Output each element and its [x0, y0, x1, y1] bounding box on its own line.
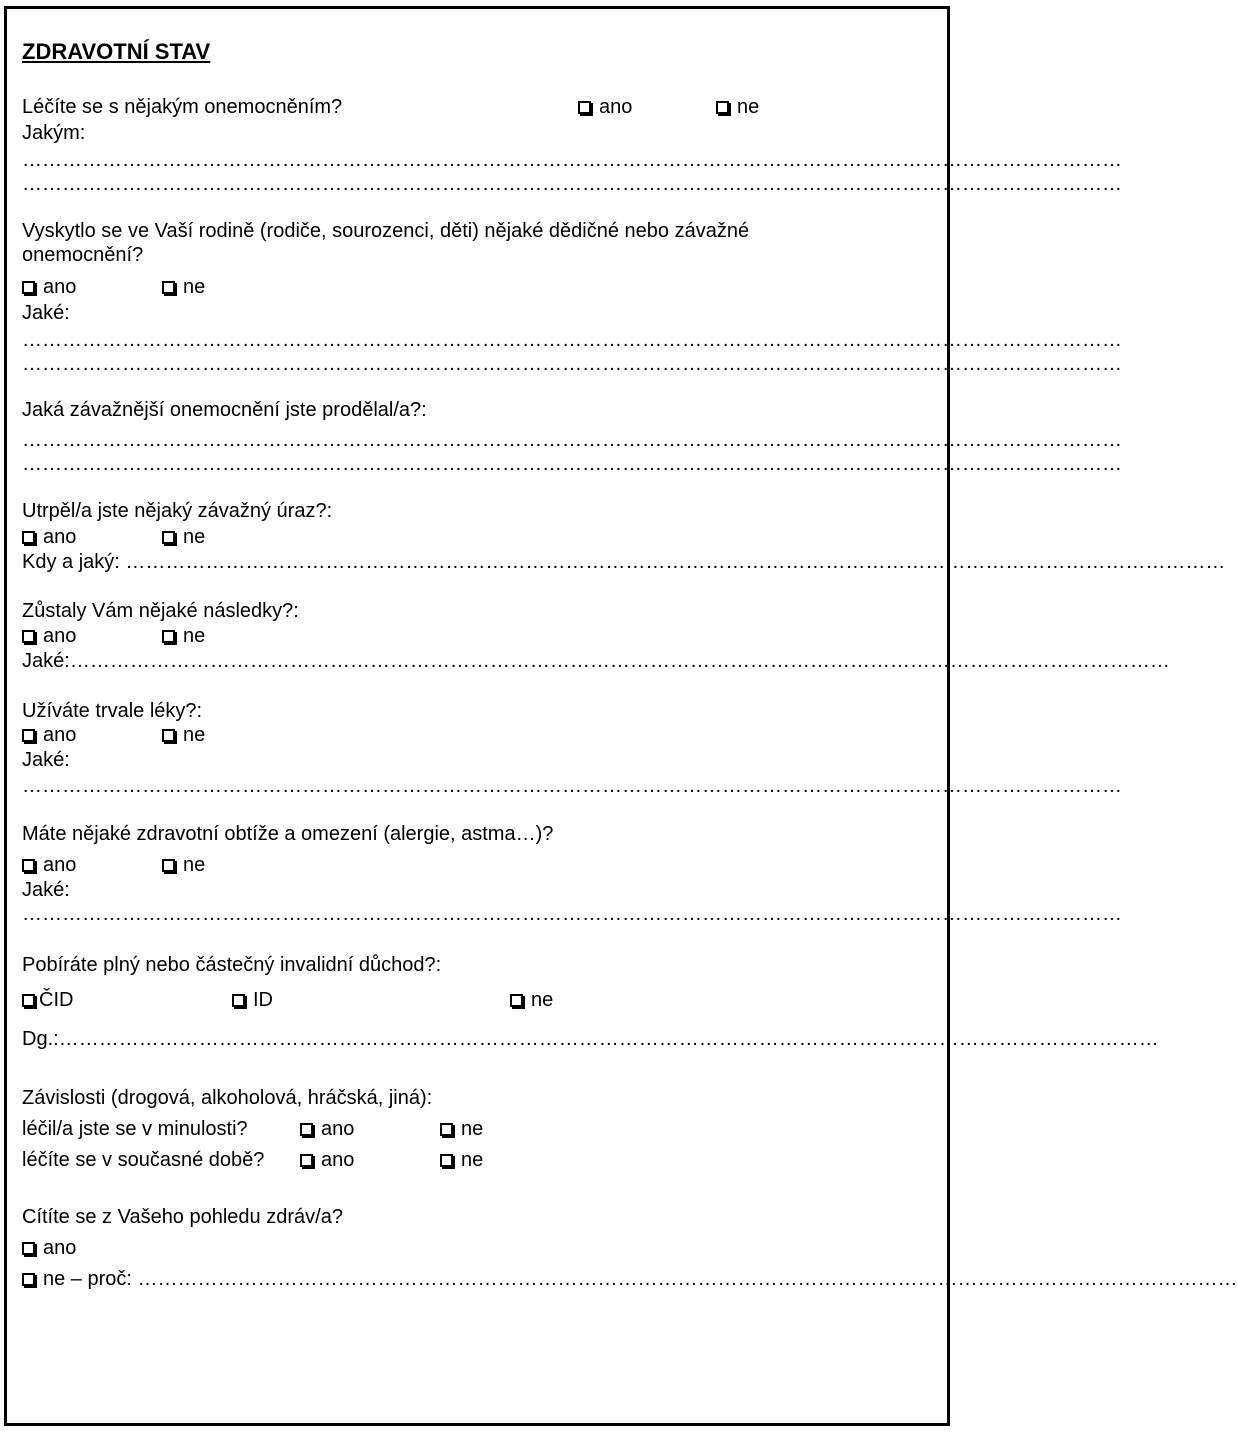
q1-ano-checkbox[interactable]: ano [578, 95, 632, 119]
q8-sub-label: Dg.: [22, 1028, 59, 1050]
q3-answer-line-1[interactable]: ………………………………………………………………………………………………………………………………………………… [22, 429, 1122, 451]
q2-answer-line-1[interactable]: ………………………………………………………………………………………………………………………………………………… [22, 329, 1122, 351]
q1-question: Léčíte se s nějakým onemocněním? [22, 96, 343, 118]
checkbox-icon [22, 1242, 35, 1255]
q6-ne-checkbox[interactable]: ne [162, 723, 205, 747]
q10-question: Cítíte se z Vašeho pohledu zdráv/a? [22, 1206, 343, 1228]
q2-question-line2: onemocnění? [22, 244, 144, 266]
q1-answer-line-2[interactable]: ………………………………………………………………………………………………………………………………………………… [22, 173, 1122, 195]
q2-ano-checkbox[interactable]: ano [22, 275, 76, 299]
checkbox-icon [22, 531, 35, 544]
q9-question: Závislosti (drogová, alkoholová, hráčská, jiná): [22, 1087, 433, 1109]
q8-question: Pobíráte plný nebo částečný invalidní důchod?: [22, 954, 442, 976]
q4-question: Utrpěl/a jste nějaký závažný úraz?: [22, 500, 333, 522]
checkbox-icon [22, 281, 35, 294]
q5-sub-row [22, 649, 1170, 673]
q8-answer-line[interactable]: ………………………………………………………………………………………………………………………………………………… [58, 1028, 1159, 1050]
section-title: ZDRAVOTNÍ STAV [22, 39, 211, 64]
q5-ne-checkbox[interactable]: ne [162, 624, 205, 648]
q2-ne-checkbox[interactable]: ne [162, 275, 205, 299]
q9-now-ano-checkbox[interactable]: ano [300, 1148, 354, 1172]
q10-answer-line[interactable]: ………………………………………………………………………………………………………………………………………………… [137, 1268, 1238, 1290]
q2-question-line1: Vyskytlo se ve Vaší rodině (rodiče, sourozenci, děti) nějaké dědičné nebo závažné [22, 220, 750, 242]
q9-now-ne-checkbox[interactable]: ne [440, 1148, 483, 1172]
q5-sub-label: Jaké: [22, 650, 70, 672]
checkbox-icon [22, 994, 35, 1007]
q8-id-checkbox[interactable]: ID [232, 988, 273, 1012]
checkbox-icon [578, 101, 591, 114]
q3-question: Jaká závažnější onemocnění jste prodělal/a?: [22, 399, 427, 421]
checkbox-icon [162, 281, 175, 294]
checkbox-icon [162, 729, 175, 742]
q6-answer-line[interactable]: ………………………………………………………………………………………………………………………………………………… [22, 775, 1122, 797]
q9-past-ano-checkbox[interactable]: ano [300, 1117, 354, 1141]
q7-ano-checkbox[interactable]: ano [22, 853, 76, 877]
q1-answer-line-1[interactable]: ………………………………………………………………………………………………………………………………………………… [22, 149, 1122, 171]
q7-sub-label: Jaké: [22, 879, 70, 901]
q5-answer-line[interactable]: ………………………………………………………………………………………………………………………………………………… [69, 650, 1170, 672]
q8-ne-checkbox[interactable]: ne [510, 988, 553, 1012]
checkbox-icon [510, 994, 523, 1007]
checkbox-icon [300, 1154, 313, 1167]
q4-ne-checkbox[interactable]: ne [162, 525, 205, 549]
q4-ano-checkbox[interactable]: ano [22, 525, 76, 549]
q2-sub-label: Jaké: [22, 302, 70, 324]
q2-answer-line-2[interactable]: ………………………………………………………………………………………………………………………………………………… [22, 353, 1122, 375]
q5-question: Zůstaly Vám nějaké následky?: [22, 600, 299, 622]
q4-sub-label: Kdy a jaký: [22, 551, 120, 573]
q1-ne-checkbox[interactable]: ne [716, 95, 759, 119]
q6-question: Užíváte trvale léky?: [22, 700, 203, 722]
q8-cid-checkbox[interactable]: ČID [22, 988, 73, 1012]
checkbox-icon [162, 630, 175, 643]
q6-sub-label: Jaké: [22, 749, 70, 771]
q7-ne-checkbox[interactable]: ne [162, 853, 205, 877]
checkbox-icon [232, 994, 245, 1007]
q9-now-label: léčíte se v současné době? [22, 1149, 265, 1171]
q4-answer-line[interactable]: ………………………………………………………………………………………………………………………………………………… [125, 551, 1226, 573]
checkbox-icon [300, 1123, 313, 1136]
q10-ne-why-label: ne – proč: [43, 1268, 132, 1290]
q10-ano-checkbox[interactable]: ano [22, 1236, 76, 1260]
checkbox-icon [162, 531, 175, 544]
q9-past-label: léčil/a jste se v minulosti? [22, 1118, 248, 1140]
checkbox-icon [440, 1154, 453, 1167]
checkbox-icon [440, 1123, 453, 1136]
q7-answer-line[interactable]: ………………………………………………………………………………………………………………………………………………… [22, 903, 1122, 925]
q1-sub-label: Jakým: [22, 122, 86, 144]
q5-ano-checkbox[interactable]: ano [22, 624, 76, 648]
checkbox-icon [22, 630, 35, 643]
q6-ano-checkbox[interactable]: ano [22, 723, 76, 747]
q7-question: Máte nějaké zdravotní obtíže a omezení (alergie, astma…)? [22, 823, 554, 845]
checkbox-icon [162, 859, 175, 872]
q8-sub-row [22, 1027, 1159, 1051]
checkbox-icon [22, 729, 35, 742]
q4-sub-row [22, 550, 1226, 574]
q9-past-ne-checkbox[interactable]: ne [440, 1117, 483, 1141]
checkbox-icon [22, 1273, 35, 1286]
checkbox-icon [22, 859, 35, 872]
q10-ne-row[interactable] [22, 1267, 1238, 1291]
q3-answer-line-2[interactable]: ………………………………………………………………………………………………………………………………………………… [22, 453, 1122, 475]
checkbox-icon [716, 101, 729, 114]
